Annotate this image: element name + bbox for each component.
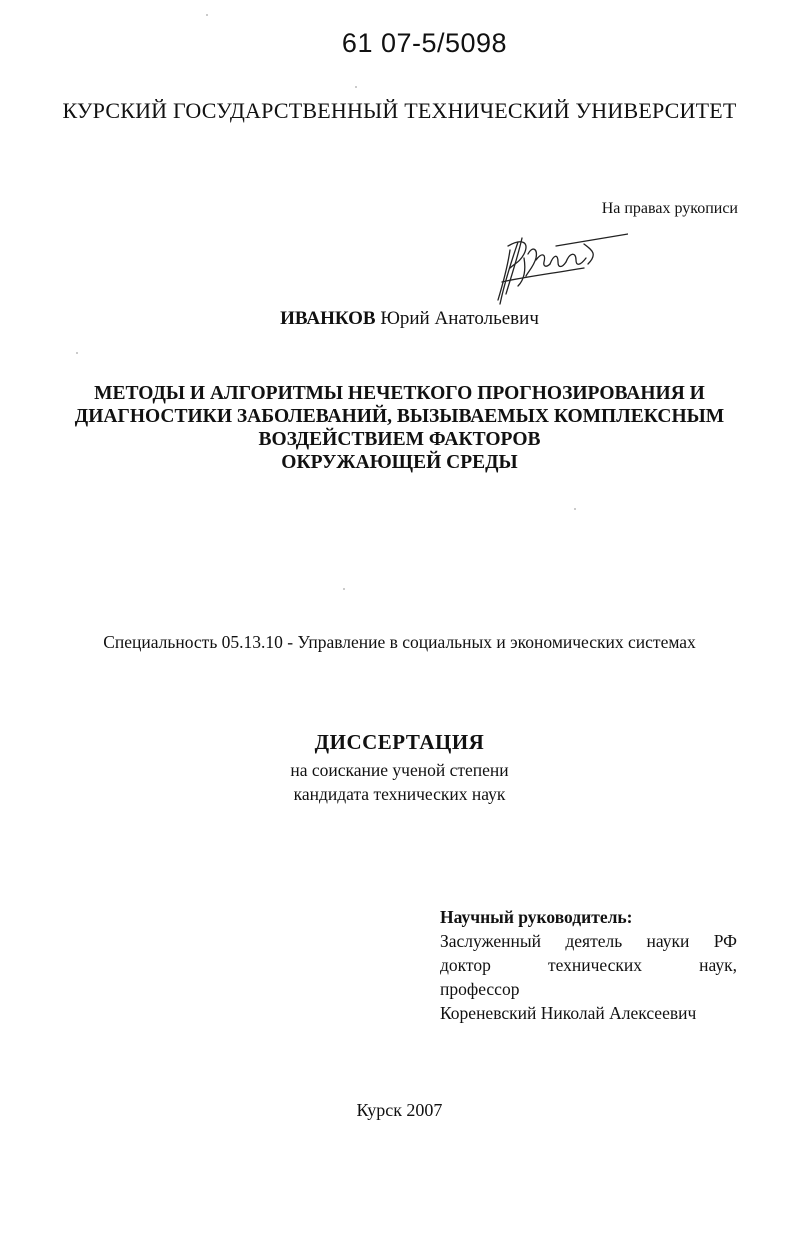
supervisor-title-line-2 [440, 953, 737, 977]
title-line: МЕТОДЫ И АЛГОРИТМЫ НЕЧЕТКОГО ПРОГНОЗИРОВАНИЯ И [94, 383, 705, 404]
handwritten-signature [488, 224, 628, 308]
supervisor-word: доктор [440, 955, 491, 975]
title-line: ОКРУЖАЮЩЕЙ СРЕДЫ [281, 452, 518, 473]
degree-line-1: на соискание ученой степени [290, 760, 509, 780]
university-name: КУРСКИЙ ГОСУДАРСТВЕННЫЙ ТЕХНИЧЕСКИЙ УНИВЕРСИТЕТ [62, 98, 737, 123]
supervisor-word: наук, [699, 955, 737, 975]
title-line: ДИАГНОСТИКИ ЗАБОЛЕВАНИЙ, ВЫЗЫВАЕМЫХ КОМПЛЕКСНЫМ [74, 406, 725, 427]
city-year: Курск 2007 [356, 1100, 443, 1120]
author-given-names: Юрий Анатольевич [380, 308, 539, 329]
supervisor-rank: профессор [440, 979, 520, 999]
specialty: Специальность 05.13.10 - Управление в социальных и экономических системах [103, 632, 696, 652]
author-surname: ИВАНКОВ [280, 308, 376, 329]
author-name [0, 308, 799, 330]
supervisor-word: науки [646, 931, 690, 951]
dissertation-heading: ДИССЕРТАЦИЯ [314, 730, 485, 754]
supervisor-title-line-1 [440, 929, 737, 953]
supervisor-name: Кореневский Николай Алексеевич [440, 1003, 697, 1023]
manuscript-note: На правах рукописи [601, 200, 738, 217]
scan-speck [355, 86, 357, 88]
supervisor-block [440, 905, 737, 1025]
dissertation-title [40, 382, 759, 474]
scan-speck [76, 352, 78, 354]
scan-speck [574, 508, 576, 510]
title-line: ВОЗДЕЙСТВИЕМ ФАКТОРОВ [258, 429, 541, 450]
supervisor-word: РФ [713, 931, 737, 951]
supervisor-word: Заслуженный [440, 931, 542, 951]
degree-line-2: кандидата технических наук [293, 784, 506, 804]
supervisor-heading: Научный руководитель: [440, 907, 633, 927]
scan-speck [206, 14, 208, 16]
catalog-number: 61 07-5/5098 [341, 28, 508, 58]
supervisor-word: деятель [565, 931, 623, 951]
scan-speck [343, 588, 345, 590]
supervisor-word: технических [547, 955, 643, 975]
